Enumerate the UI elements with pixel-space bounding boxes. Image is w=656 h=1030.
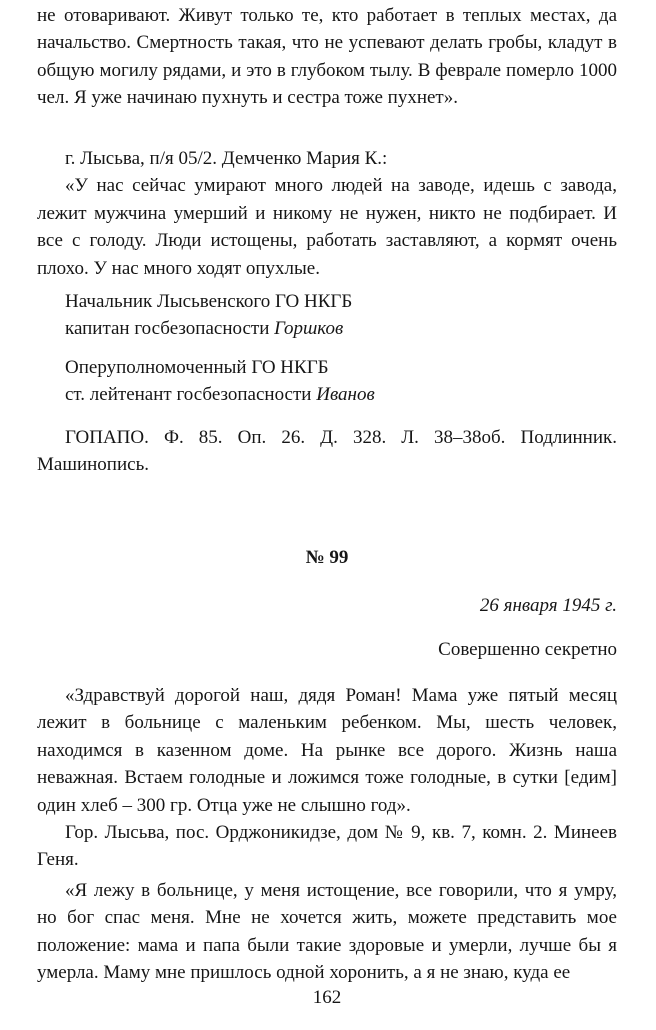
signature-block-1 <box>65 288 617 343</box>
document-date-block <box>37 592 617 619</box>
classification-label: Совершенно секретно <box>438 639 617 660</box>
footer <box>37 984 617 1011</box>
letter-hospital <box>37 877 617 987</box>
classification-block <box>37 636 617 663</box>
top-section <box>37 2 617 112</box>
signature-block-2 <box>65 354 617 409</box>
letter-body: «Здравствуй дорогой наш, дядя Роман! Мама уже пятый месяц лежит в больнице с маленьким ребенком. Мы, шесть человек, находимся в казенном доме. На рынке все дорого. Жизнь наша неважная. Встаем голодные и ложимся тоже голодные, в сутки [едим] один хлеб – 300 гр. Отца уже не слышно год». <box>37 685 617 816</box>
page-number: 162 <box>312 987 342 1008</box>
signature-name: Иванов <box>316 384 375 406</box>
letter-mineev <box>37 682 617 874</box>
signature-rank: ст. лейтенант госбезопасности <box>65 384 317 406</box>
archive-reference <box>37 424 617 479</box>
document-number-block <box>37 544 617 571</box>
letter-body: «Я лежу в больнице, у меня истощение, все говорили, что я умру, но бог спас меня. Мне не хочется жить, можете представить мое положение: мама и папа были такие здоровые и умерли, лучше бы я умерла. Маму мне пришлось одной хоронить, а я не знаю, куда ее <box>37 880 617 984</box>
signature-title: Начальник Лысьвенского ГО НКГБ <box>65 291 353 312</box>
archive-ref-text: ГОПАПО. Ф. 85. Оп. 26. Д. 328. Л. 38–38об. Подлинник. Машинопись. <box>37 427 617 476</box>
signature-name: Горшков <box>274 318 344 340</box>
letter-demchenko <box>37 145 617 282</box>
letter-header: г. Лысьва, п/я 05/2. Демченко Мария К.: <box>65 148 388 169</box>
signature-title: Оперуполномоченный ГО НКГБ <box>65 357 329 378</box>
document-number: № 99 <box>305 547 349 568</box>
letter-continuation: не отоваривают. Живут только те, кто работает в теплых местах, да начальство. Смертность такая, что не успевают делать гробы, кладут в общую могилу рядами, и это в глубоком тылу. В феврале померло 1000 чел. Я уже начинаю пухнуть и сестра тоже пухнет». <box>37 5 617 109</box>
document-date: 26 января 1945 г. <box>479 595 617 616</box>
letter-body: «У нас сейчас умирают много людей на заводе, идешь с завода, лежит мужчина умерший и никому не нужен, никто не подбирает. И все с голоду. Люди истощены, работать заставляют, а кормят очень плохо. У нас много ходят опухлые. <box>37 175 617 279</box>
letter-sender: Гор. Лысьва, пос. Орджоникидзе, дом № 9, кв. 7, комн. 2. Минеев Геня. <box>37 822 617 871</box>
signature-rank: капитан госбезопасности <box>65 318 275 340</box>
